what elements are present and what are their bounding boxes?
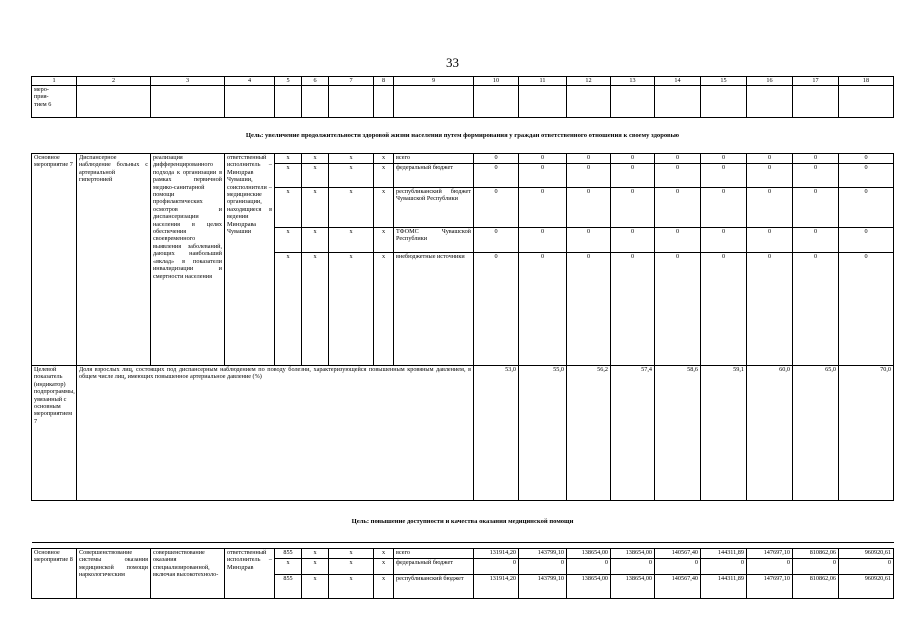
value-cell: 0 [839, 253, 894, 366]
empty-cell [151, 86, 225, 118]
value-cell: 0 [611, 164, 655, 188]
event6-label: меро- прия- тием 6 [32, 86, 77, 118]
goal2-row [32, 501, 894, 543]
program-table [31, 76, 894, 599]
code-cell: x [275, 164, 302, 188]
empty-cell [793, 86, 839, 118]
empty-cell [329, 86, 374, 118]
indicator7-label: Целевой показатель (индикатор) подпрограммы, увязанный с основным мероприятием 7 [32, 366, 77, 501]
empty-cell [747, 86, 793, 118]
value-cell: 0 [519, 559, 567, 575]
header-cell-1: 1 [32, 77, 77, 86]
event6-row [32, 86, 894, 118]
code-cell: x [374, 559, 394, 575]
funding-source: федеральный бюджет [394, 164, 474, 188]
value-cell: 0 [701, 188, 747, 228]
code-cell: x [275, 559, 302, 575]
value-cell: 0 [567, 188, 611, 228]
code-cell: x [329, 575, 374, 599]
value-cell: 0 [701, 154, 747, 164]
code-cell: x [374, 154, 394, 164]
value-cell: 0 [747, 228, 793, 253]
value-cell: 140567,40 [655, 575, 701, 599]
value-cell: 0 [611, 559, 655, 575]
indicator-value: 58,6 [655, 366, 701, 501]
value-cell: 0 [747, 559, 793, 575]
header-cell-7: 7 [329, 77, 374, 86]
empty-cell [611, 86, 655, 118]
value-cell: 0 [519, 164, 567, 188]
header-cell-12: 12 [567, 77, 611, 86]
code-cell: x [302, 549, 329, 559]
value-cell: 0 [793, 154, 839, 164]
value-cell: 0 [701, 228, 747, 253]
code-cell: x [275, 188, 302, 228]
code-cell: x [302, 188, 329, 228]
value-cell: 144311,89 [701, 549, 747, 559]
header-cell-10: 10 [474, 77, 519, 86]
code-cell: x [302, 164, 329, 188]
value-cell: 0 [655, 559, 701, 575]
code-cell: x [329, 164, 374, 188]
event8-title: Совершенствование системы оказания медицинской помощи наркологическим [77, 549, 151, 599]
funding-source: ТФОМС Чувашской Республики [394, 228, 474, 253]
value-cell: 0 [567, 228, 611, 253]
empty-cell [394, 86, 474, 118]
empty-cell [374, 86, 394, 118]
value-cell: 138654,00 [567, 575, 611, 599]
code-cell: x [374, 164, 394, 188]
indicator-value: 60,0 [747, 366, 793, 501]
code-cell: 855 [275, 575, 302, 599]
value-cell: 0 [839, 154, 894, 164]
value-cell: 0 [793, 188, 839, 228]
indicator-value: 70,0 [839, 366, 894, 501]
code-cell: x [329, 549, 374, 559]
header-cell-15: 15 [701, 77, 747, 86]
code-cell: x [302, 253, 329, 366]
value-cell: 0 [793, 164, 839, 188]
goal1-row [32, 118, 894, 154]
value-cell: 0 [655, 228, 701, 253]
value-cell: 0 [747, 253, 793, 366]
value-cell: 138654,00 [567, 549, 611, 559]
indicator-value: 53,0 [474, 366, 519, 501]
value-cell: 0 [474, 559, 519, 575]
empty-cell [839, 86, 894, 118]
code-cell: x [329, 154, 374, 164]
funding-source: внебюджетные источники [394, 253, 474, 366]
value-cell: 0 [611, 228, 655, 253]
value-cell: 960920,61 [839, 549, 894, 559]
goal1-text: Цель: увеличение продолжительности здоровой жизни населения путем формирования у граждан ответственного отношения к своему здоровью [32, 118, 894, 154]
header-cell-4: 4 [225, 77, 275, 86]
value-cell: 0 [839, 188, 894, 228]
code-cell: x [374, 188, 394, 228]
value-cell: 138654,00 [611, 549, 655, 559]
code-cell: x [374, 549, 394, 559]
value-cell: 0 [519, 228, 567, 253]
empty-cell [77, 86, 151, 118]
header-cell-8: 8 [374, 77, 394, 86]
value-cell: 0 [519, 188, 567, 228]
value-cell: 0 [474, 154, 519, 164]
value-cell: 810862,06 [793, 549, 839, 559]
value-cell: 0 [474, 164, 519, 188]
header-cell-17: 17 [793, 77, 839, 86]
code-cell: x [302, 575, 329, 599]
code-cell: x [275, 228, 302, 253]
value-cell: 0 [655, 188, 701, 228]
code-cell: x [275, 253, 302, 366]
value-cell: 144311,89 [701, 575, 747, 599]
code-cell: x [374, 575, 394, 599]
value-cell: 0 [793, 559, 839, 575]
value-cell: 0 [611, 253, 655, 366]
event7-title: Диспансерное наблюдение больных с артериальной гипертонией [77, 154, 151, 366]
value-cell: 140567,40 [655, 549, 701, 559]
event8-label: Основное мероприятие 8 [32, 549, 77, 599]
code-cell: x [329, 559, 374, 575]
indicator7-text: Доля взрослых лиц, состоящих под диспансерным наблюдением по поводу болезни, характеризующейся повышенным кровяным давлением, в общем числе лиц, имеющих повышенное артериальное давление (%) [77, 366, 474, 501]
value-cell: 0 [567, 154, 611, 164]
empty-cell [474, 86, 519, 118]
event7-task: реализация дифференцированного подхода к организации в рамках первичной медико-санитарной помощи профилактических осмотров и диспансеризации населения в целях обеспечения своевременного выявления заболеваний, дающих наибольший «вклад» в показатели инвалидизации и смертности населения [151, 154, 225, 366]
code-cell: x [374, 228, 394, 253]
empty-cell [225, 86, 275, 118]
value-cell: 0 [655, 164, 701, 188]
value-cell: 131914,20 [474, 549, 519, 559]
event8-executor: ответственный исполнитель – Минздрав [225, 549, 275, 599]
empty-cell [302, 86, 329, 118]
value-cell: 131914,20 [474, 575, 519, 599]
value-cell: 0 [519, 154, 567, 164]
event8-task: совершенствование оказания специализированной, включая высокотехноло- [151, 549, 225, 599]
value-cell: 960920,61 [839, 575, 894, 599]
value-cell: 0 [474, 188, 519, 228]
funding-source: республиканский бюджет Чувашской Республики [394, 188, 474, 228]
funding-source: республиканский бюджет [394, 575, 474, 599]
value-cell: 0 [701, 559, 747, 575]
value-cell: 147697,10 [747, 549, 793, 559]
event7-label: Основное мероприятие 7 [32, 154, 77, 366]
value-cell: 0 [474, 228, 519, 253]
funding-source: всего [394, 154, 474, 164]
value-cell: 0 [474, 253, 519, 366]
value-cell: 143799,10 [519, 549, 567, 559]
empty-cell [519, 86, 567, 118]
value-cell: 0 [655, 154, 701, 164]
header-cell-18: 18 [839, 77, 894, 86]
code-cell: x [329, 228, 374, 253]
code-cell: x [374, 253, 394, 366]
header-cell-3: 3 [151, 77, 225, 86]
code-cell: x [302, 559, 329, 575]
indicator-value: 59,1 [701, 366, 747, 501]
value-cell: 0 [839, 228, 894, 253]
value-cell: 0 [655, 253, 701, 366]
value-cell: 810862,06 [793, 575, 839, 599]
page-number: 33 [446, 55, 459, 70]
header-row [32, 77, 894, 86]
value-cell: 147697,10 [747, 575, 793, 599]
value-cell: 0 [567, 253, 611, 366]
event7-row [32, 154, 894, 164]
value-cell: 0 [567, 164, 611, 188]
code-cell: x [329, 253, 374, 366]
indicator7-row [32, 366, 894, 501]
value-cell: 0 [839, 164, 894, 188]
header-cell-11: 11 [519, 77, 567, 86]
value-cell: 0 [793, 253, 839, 366]
value-cell: 0 [701, 253, 747, 366]
value-cell: 0 [611, 154, 655, 164]
value-cell: 0 [701, 164, 747, 188]
funding-source: всего [394, 549, 474, 559]
header-cell-14: 14 [655, 77, 701, 86]
code-cell: 855 [275, 549, 302, 559]
funding-source: федеральный бюджет [394, 559, 474, 575]
code-cell: x [302, 228, 329, 253]
value-cell: 0 [519, 253, 567, 366]
header-cell-5: 5 [275, 77, 302, 86]
header-cell-2: 2 [77, 77, 151, 86]
value-cell: 0 [747, 154, 793, 164]
header-cell-16: 16 [747, 77, 793, 86]
indicator-value: 55,0 [519, 366, 567, 501]
empty-cell [701, 86, 747, 118]
header-cell-9: 9 [394, 77, 474, 86]
value-cell: 0 [793, 228, 839, 253]
empty-cell [655, 86, 701, 118]
value-cell: 0 [611, 188, 655, 228]
value-cell: 0 [747, 164, 793, 188]
indicator-value: 56,2 [567, 366, 611, 501]
value-cell: 138654,00 [611, 575, 655, 599]
empty-cell [567, 86, 611, 118]
empty-cell [275, 86, 302, 118]
event8-row [32, 549, 894, 559]
value-cell: 0 [567, 559, 611, 575]
header-cell-6: 6 [302, 77, 329, 86]
value-cell: 0 [747, 188, 793, 228]
value-cell: 0 [839, 559, 894, 575]
code-cell: x [329, 188, 374, 228]
code-cell: x [275, 154, 302, 164]
code-cell: x [302, 154, 329, 164]
event7-executor: ответственный исполнитель – Минздрав Чувашии, соисполнители – медицинские организации, находящиеся в ведении Минздрава Чувашии [225, 154, 275, 366]
indicator-value: 65,0 [793, 366, 839, 501]
value-cell: 143799,10 [519, 575, 567, 599]
indicator-value: 57,4 [611, 366, 655, 501]
goal2-text: Цель: повышение доступности и качества оказания медицинской помощи [32, 501, 894, 543]
header-cell-13: 13 [611, 77, 655, 86]
